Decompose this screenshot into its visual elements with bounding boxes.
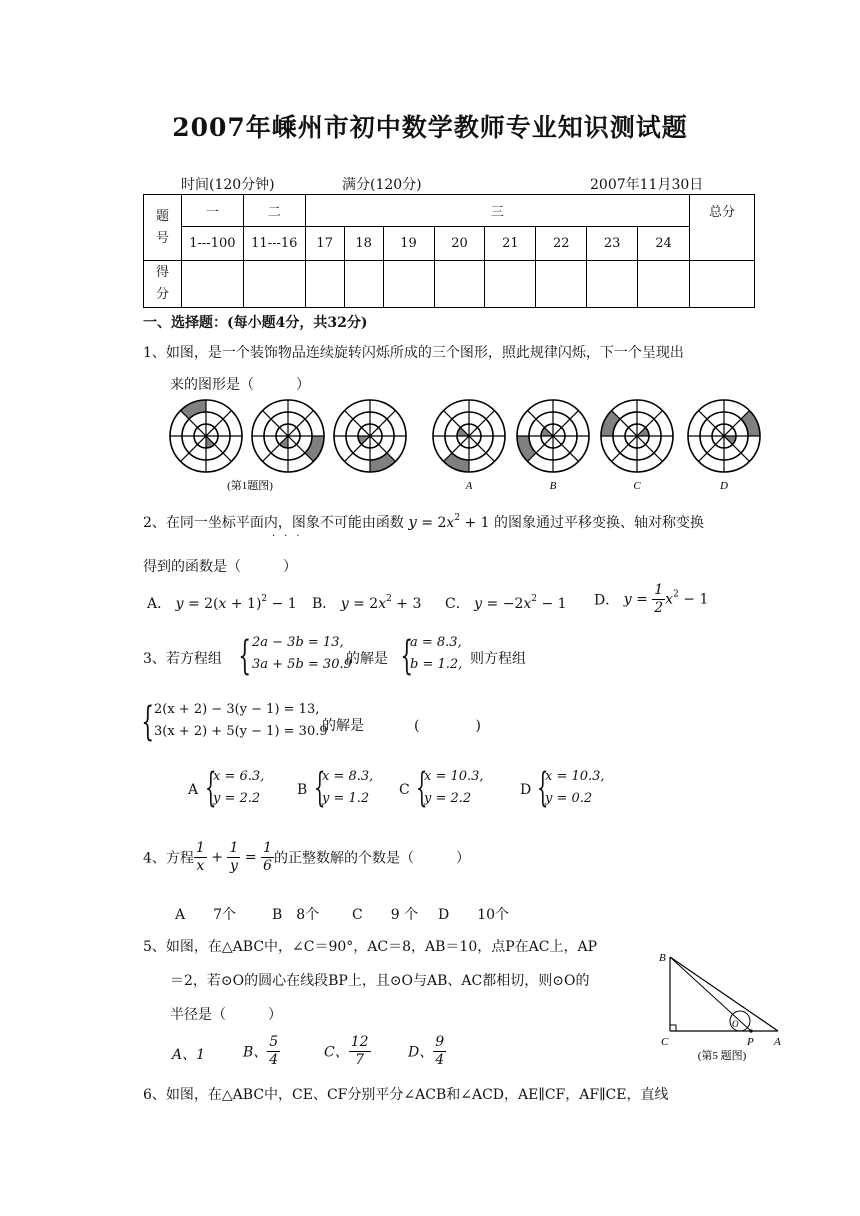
q2-option-c[interactable]: C． $y = -2x^2 - 1$ xyxy=(445,594,567,612)
q1-option-b-label: B xyxy=(549,480,557,492)
q1-figures xyxy=(160,396,780,496)
rotating-wheel-figure xyxy=(334,400,406,472)
q2-option-a[interactable]: A． $y = 2(x + 1)^2 - 1$ xyxy=(147,594,297,612)
q4-line: 4、方程 $\frac{1}{x}$ + $\frac{1}{y}$ = $\frac{1}{6}$ 的正整数解的个数是（ ） xyxy=(143,840,470,874)
score-cell[interactable] xyxy=(434,261,485,308)
score-cell[interactable] xyxy=(690,261,755,308)
emphasis-dots: ··· xyxy=(272,531,309,542)
brace: { xyxy=(238,633,252,679)
q5-option-b[interactable]: B、 $\frac{5}{4}$ xyxy=(243,1034,279,1068)
sub-header: 24 xyxy=(638,227,690,261)
brace: { xyxy=(400,633,414,679)
score-cell[interactable] xyxy=(305,261,344,308)
rotating-wheel-figure[interactable] xyxy=(601,400,673,472)
q5-line2: ＝2，若⊙O的圆心在线段BP上，且⊙O与AB、AC都相切，则⊙O的 xyxy=(170,973,590,989)
q5-caption: (第5 题图) xyxy=(697,1050,747,1062)
score-cell[interactable] xyxy=(587,261,638,308)
q4-option-a[interactable]: A 7个 xyxy=(175,907,237,923)
q3-system-2: 2(x + 2) − 3(y − 1) = 13, 3(x + 2) + 5(y − 1) = 30.9 xyxy=(154,702,328,739)
q3-prefix: 3、若方程组 xyxy=(143,651,222,667)
q3-mid: 的解是 xyxy=(346,651,388,667)
q2-option-d[interactable]: D． y = $\frac{1}{2}$ $x^2 - 1$ xyxy=(594,582,709,616)
exam-date: 2007年11月30日 xyxy=(590,177,704,193)
q5-option-d[interactable]: D、 $\frac{9}{4}$ xyxy=(408,1034,445,1068)
q5-option-a[interactable]: A、1 xyxy=(172,1047,206,1063)
q2-line1: 2、在同一坐标平面内，图象不可能由函数 $y = 2x^2 + 1$ 的图象通过平移变换、轴对称变换 xyxy=(143,513,705,531)
q1-text-line2: 来的图形是（ ） xyxy=(170,377,310,393)
label-a: A xyxy=(774,1036,781,1048)
score-cell[interactable] xyxy=(181,261,243,308)
q2-line2: 得到的函数是（ ） xyxy=(143,559,297,575)
brace: { xyxy=(204,765,217,811)
brace: { xyxy=(141,699,155,745)
rotating-wheel-figure[interactable] xyxy=(688,400,760,472)
rotating-wheel-figure[interactable] xyxy=(433,400,505,472)
q3-option-b-values: x = 8.3, y = 1.2 xyxy=(322,769,374,806)
q3-option-d-values: x = 10.3, y = 0.2 xyxy=(545,769,605,806)
q1-option-a-label: A xyxy=(465,480,473,492)
sub-header: 22 xyxy=(536,227,587,261)
sub-header: 19 xyxy=(383,227,434,261)
q1-option-d-label: D xyxy=(720,480,728,492)
score-cell[interactable] xyxy=(344,261,383,308)
q3-option-c[interactable]: C xyxy=(399,782,410,798)
label-c: C xyxy=(661,1036,669,1048)
page-title: 2007年嵊州市初中数学教师专业知识测试题 xyxy=(172,113,688,142)
q3-suffix: 则方程组 xyxy=(470,651,526,667)
q5-line1: 5、如图，在△ABC中，∠C＝90°，AC＝8，AB＝10，点P在AC上，AP xyxy=(143,939,598,955)
brace: { xyxy=(536,765,549,811)
q4-option-c[interactable]: C 9 个 xyxy=(352,907,419,923)
q3-option-b[interactable]: B xyxy=(297,782,308,798)
row-label-score: 得分 xyxy=(144,261,182,308)
score-cell[interactable] xyxy=(485,261,536,308)
label-b: B xyxy=(659,952,666,964)
sub-header: 21 xyxy=(485,227,536,261)
score-cell[interactable] xyxy=(383,261,434,308)
sub-header: 23 xyxy=(587,227,638,261)
sub-header: 20 xyxy=(434,227,485,261)
q5-line3: 半径是（ ） xyxy=(170,1007,282,1023)
rotating-wheel-figure xyxy=(252,400,324,472)
q3-tail: 的解是 xyxy=(322,718,364,734)
section-three-header: 三 xyxy=(305,195,689,227)
q5-option-c[interactable]: C、 $\frac{12}{7}$ xyxy=(324,1034,369,1068)
q1-text-line1: 1、如图，是一个装饰物品连续旋转闪烁所成的三个图形，照此规律闪烁，下一个呈现出 xyxy=(143,345,684,361)
score-cell[interactable] xyxy=(243,261,305,308)
section-one-heading: 一、选择题：(每小题4分，共32分) xyxy=(143,315,368,331)
q3-solution-1: a = 8.3, b = 1.2, xyxy=(410,635,463,672)
row-label-topic: 题号 xyxy=(144,195,182,261)
label-p: P xyxy=(747,1036,754,1048)
q4-option-d[interactable]: D 10个 xyxy=(438,907,510,923)
q3-option-d[interactable]: D xyxy=(520,782,532,798)
q4-option-b[interactable]: B 8个 xyxy=(272,907,320,923)
section-one-header: 一 xyxy=(181,195,243,227)
time-info: 时间(120分钟) xyxy=(181,177,275,193)
label-o: O xyxy=(732,1019,739,1029)
brace: { xyxy=(313,765,326,811)
score-cell[interactable] xyxy=(638,261,690,308)
sub-header: 18 xyxy=(344,227,383,261)
q6-line1: 6、如图，在△ABC中，CE、CF分别平分∠ACB和∠ACD，AE∥CF，AF∥CE，直线 xyxy=(143,1087,669,1103)
section-two-header: 二 xyxy=(243,195,305,227)
q1-caption: (第1题图) xyxy=(227,480,273,492)
total-header: 总分 xyxy=(690,195,755,261)
q5-triangle-figure xyxy=(650,945,790,1065)
score-cell[interactable] xyxy=(536,261,587,308)
q1-option-c-label: C xyxy=(633,480,641,492)
q3-option-a-values: x = 6.3, y = 2.2 xyxy=(213,769,265,806)
sub-header: 1---100 xyxy=(181,227,243,261)
sub-header: 11---16 xyxy=(243,227,305,261)
q3-system-1: 2a − 3b = 13, 3a + 5b = 30.9 xyxy=(252,635,352,672)
full-score-info: 满分(120分) xyxy=(342,177,422,193)
q3-option-c-values: x = 10.3, y = 2.2 xyxy=(424,769,484,806)
rotating-wheel-figure xyxy=(170,400,242,472)
q3-answer-paren: ( ) xyxy=(414,718,481,734)
q2-emphasis: 不可能 xyxy=(319,515,362,531)
sub-header: 17 xyxy=(305,227,344,261)
score-table xyxy=(143,194,755,308)
brace: { xyxy=(415,765,428,811)
q3-option-a[interactable]: A xyxy=(188,782,199,798)
q2-option-b[interactable]: B． $y = 2x^2 + 3$ xyxy=(312,594,422,612)
rotating-wheel-figure[interactable] xyxy=(517,400,589,472)
